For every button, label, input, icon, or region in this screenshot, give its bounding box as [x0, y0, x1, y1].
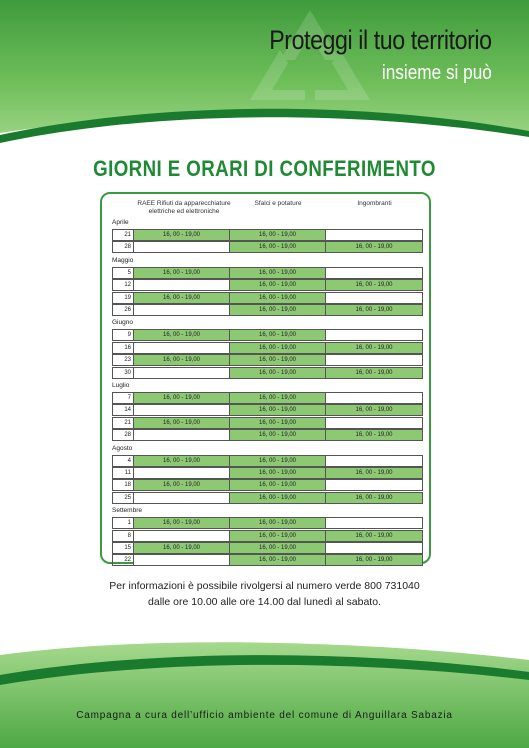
- ingombranti-slot: 16, 00 - 19,00: [326, 429, 423, 441]
- info-text: [0, 578, 529, 610]
- table-row: [112, 404, 423, 416]
- ingombranti-slot: 16, 00 - 19,00: [326, 304, 423, 316]
- day-cell: 12: [112, 279, 134, 291]
- ingombranti-slot: [326, 517, 423, 529]
- info-line-1: Per informazioni è possibile rivolgersi al numero verde 800 731040: [109, 580, 420, 592]
- day-cell: 19: [112, 292, 134, 304]
- raee-slot: 16, 00 - 19,00: [134, 479, 230, 491]
- sfalci-slot: 16, 00 - 19,00: [230, 229, 326, 241]
- ingombranti-slot: [326, 354, 423, 366]
- table-row: [112, 492, 423, 504]
- sfalci-slot: 16, 00 - 19,00: [230, 267, 326, 279]
- day-cell: 1: [112, 517, 134, 529]
- table-row: [112, 517, 423, 529]
- table-row: [112, 267, 423, 279]
- page-subtitle: insieme si può: [382, 62, 492, 84]
- sfalci-slot: 16, 00 - 19,00: [230, 417, 326, 429]
- raee-slot: [134, 404, 230, 416]
- day-cell: 28: [112, 429, 134, 441]
- raee-slot: 16, 00 - 19,00: [134, 392, 230, 404]
- table-row: [112, 429, 423, 441]
- day-cell: 18: [112, 479, 134, 491]
- month-label: Aprile: [112, 219, 129, 226]
- ingombranti-slot: [326, 229, 423, 241]
- table-row: [112, 554, 423, 566]
- raee-slot: [134, 467, 230, 479]
- table-row: [112, 279, 423, 291]
- sfalci-slot: 16, 00 - 19,00: [230, 517, 326, 529]
- sfalci-slot: 16, 00 - 19,00: [230, 554, 326, 566]
- table-row: [112, 530, 423, 542]
- ingombranti-slot: 16, 00 - 19,00: [326, 467, 423, 479]
- month-label: Giugno: [112, 319, 133, 327]
- ingombranti-slot: 16, 00 - 19,00: [326, 404, 423, 416]
- table-row: [112, 292, 423, 304]
- raee-slot: [134, 304, 230, 316]
- ingombranti-slot: 16, 00 - 19,00: [326, 530, 423, 542]
- sfalci-slot: 16, 00 - 19,00: [230, 455, 326, 467]
- raee-slot: 16, 00 - 19,00: [134, 542, 230, 554]
- page-title: Proteggi il tuo territorio: [269, 25, 492, 55]
- day-cell: 23: [112, 354, 134, 366]
- raee-slot: [134, 241, 230, 253]
- table-row: [112, 304, 423, 316]
- ingombranti-slot: [326, 417, 423, 429]
- sfalci-slot: 16, 00 - 19,00: [230, 354, 326, 366]
- table-row: [112, 342, 423, 354]
- raee-slot: 16, 00 - 19,00: [134, 417, 230, 429]
- day-cell: 30: [112, 367, 134, 379]
- raee-slot: 16, 00 - 19,00: [134, 267, 230, 279]
- month-label: Settembre: [112, 507, 142, 515]
- sfalci-slot: 16, 00 - 19,00: [230, 530, 326, 542]
- ingombranti-slot: 16, 00 - 19,00: [326, 492, 423, 504]
- ingombranti-slot: [326, 455, 423, 467]
- day-cell: 21: [112, 229, 134, 241]
- header-banner: [0, 0, 529, 150]
- day-cell: 25: [112, 492, 134, 504]
- column-header-sfalci: Sfalci e potature: [254, 200, 302, 207]
- header-swoosh: [0, 95, 529, 150]
- raee-slot: 16, 00 - 19,00: [134, 354, 230, 366]
- day-cell: 14: [112, 404, 134, 416]
- table-row: [112, 329, 423, 341]
- sfalci-slot: 16, 00 - 19,00: [230, 392, 326, 404]
- footer-text: Campagna a cura dell’ufficio ambiente del comune di Anguillara Sabazia: [76, 710, 453, 721]
- sfalci-slot: 16, 00 - 19,00: [230, 342, 326, 354]
- column-header-raee: RAEE Rifiuti da apparecchiature elettriche ed elettroniche: [137, 200, 231, 216]
- ingombranti-slot: [326, 329, 423, 341]
- table-row: [112, 229, 423, 241]
- table-row: [112, 354, 423, 366]
- table-row: [112, 241, 423, 253]
- sfalci-slot: 16, 00 - 19,00: [230, 479, 326, 491]
- table-row: [112, 392, 423, 404]
- info-line-2: dalle ore 10.00 alle ore 14.00 dal lunedì al sabato.: [148, 596, 381, 608]
- raee-slot: 16, 00 - 19,00: [134, 517, 230, 529]
- sfalci-slot: 16, 00 - 19,00: [230, 467, 326, 479]
- raee-slot: 16, 00 - 19,00: [134, 329, 230, 341]
- ingombranti-slot: 16, 00 - 19,00: [326, 554, 423, 566]
- raee-slot: [134, 530, 230, 542]
- ingombranti-slot: 16, 00 - 19,00: [326, 342, 423, 354]
- raee-slot: 16, 00 - 19,00: [134, 229, 230, 241]
- day-cell: 26: [112, 304, 134, 316]
- sfalci-slot: 16, 00 - 19,00: [230, 492, 326, 504]
- section-title: GIORNI E ORARI DI CONFERIMENTO: [93, 156, 436, 181]
- raee-slot: [134, 342, 230, 354]
- ingombranti-slot: [326, 267, 423, 279]
- day-cell: 4: [112, 455, 134, 467]
- sfalci-slot: 16, 00 - 19,00: [230, 367, 326, 379]
- day-cell: 8: [112, 530, 134, 542]
- day-cell: 21: [112, 417, 134, 429]
- day-cell: 5: [112, 267, 134, 279]
- month-label: Luglio: [112, 382, 130, 389]
- day-cell: 16: [112, 342, 134, 354]
- ingombranti-slot: [326, 392, 423, 404]
- ingombranti-slot: [326, 542, 423, 554]
- table-row: [112, 542, 423, 554]
- raee-slot: [134, 554, 230, 566]
- table-row: [112, 467, 423, 479]
- column-header-ingombranti: Ingombranti: [357, 200, 392, 207]
- month-label: Agosto: [112, 444, 133, 452]
- month-label: Maggio: [112, 256, 134, 264]
- table-row: [112, 455, 423, 467]
- ingombranti-slot: [326, 292, 423, 304]
- sfalci-slot: 16, 00 - 19,00: [230, 292, 326, 304]
- raee-slot: [134, 429, 230, 441]
- sfalci-slot: 16, 00 - 19,00: [230, 542, 326, 554]
- raee-slot: 16, 00 - 19,00: [134, 455, 230, 467]
- table-row: [112, 417, 423, 429]
- footer-wave: [0, 630, 529, 748]
- ingombranti-slot: 16, 00 - 19,00: [326, 241, 423, 253]
- raee-slot: [134, 279, 230, 291]
- sfalci-slot: 16, 00 - 19,00: [230, 404, 326, 416]
- raee-slot: [134, 367, 230, 379]
- day-cell: 7: [112, 392, 134, 404]
- day-cell: 22: [112, 554, 134, 566]
- day-cell: 9: [112, 329, 134, 341]
- day-cell: 11: [112, 467, 134, 479]
- sfalci-slot: 16, 00 - 19,00: [230, 429, 326, 441]
- raee-slot: 16, 00 - 19,00: [134, 292, 230, 304]
- table-row: [112, 367, 423, 379]
- ingombranti-slot: [326, 479, 423, 491]
- ingombranti-slot: 16, 00 - 19,00: [326, 367, 423, 379]
- day-cell: 15: [112, 542, 134, 554]
- sfalci-slot: 16, 00 - 19,00: [230, 241, 326, 253]
- ingombranti-slot: 16, 00 - 19,00: [326, 279, 423, 291]
- raee-slot: [134, 492, 230, 504]
- day-cell: 28: [112, 241, 134, 253]
- sfalci-slot: 16, 00 - 19,00: [230, 304, 326, 316]
- table-row: [112, 479, 423, 491]
- sfalci-slot: 16, 00 - 19,00: [230, 329, 326, 341]
- sfalci-slot: 16, 00 - 19,00: [230, 279, 326, 291]
